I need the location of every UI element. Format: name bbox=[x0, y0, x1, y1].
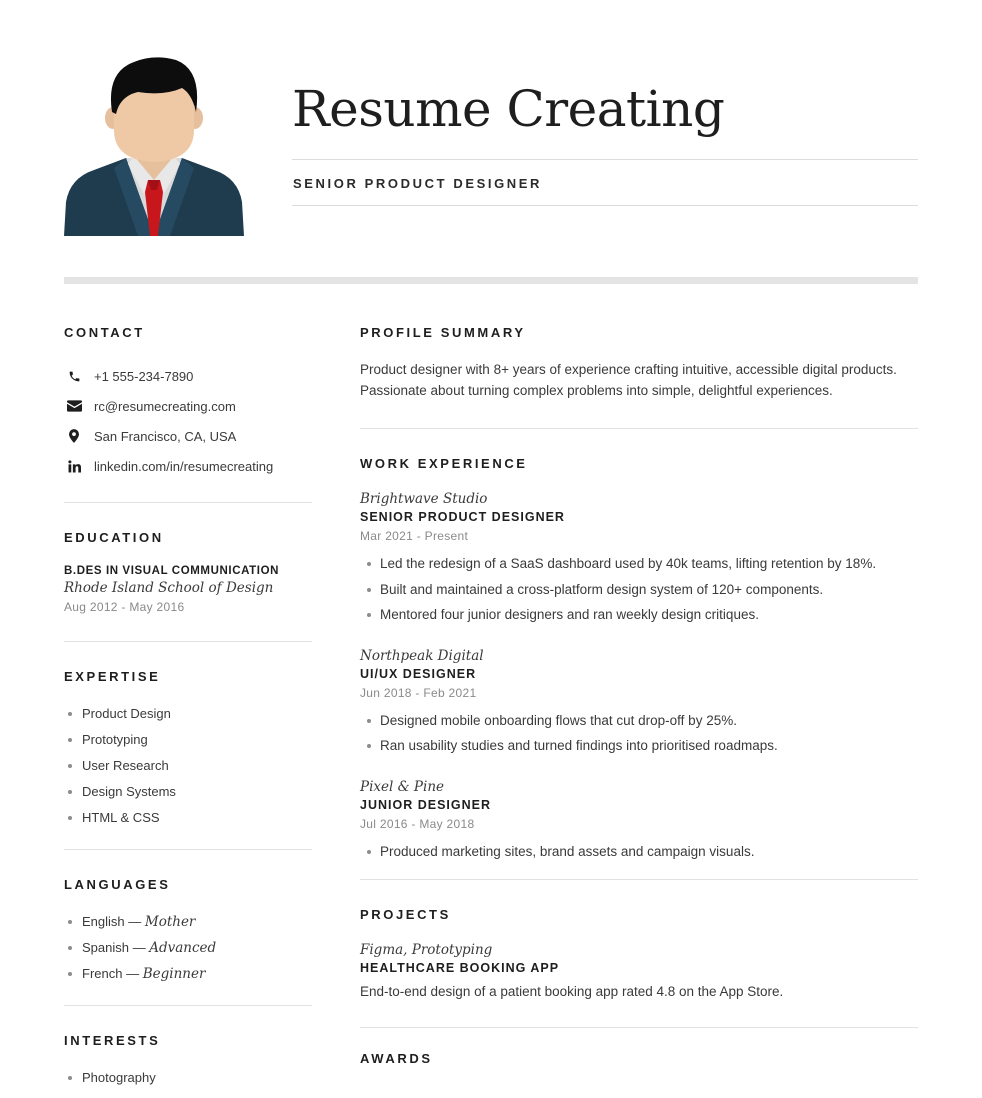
summary-text: Product designer with 8+ years of experience crafting intuitive, accessible digital products. Passionate about turning complex problems into simple, delightful experiences. bbox=[360, 362, 897, 398]
left-column bbox=[64, 326, 312, 1095]
interests-list bbox=[64, 1069, 312, 1095]
job-entry bbox=[360, 779, 918, 868]
project-name: HEALTHCARE BOOKING APP bbox=[360, 961, 560, 975]
job-bullets bbox=[360, 842, 918, 868]
list-item: Produced marketing sites, brand assets and campaign visuals. bbox=[360, 842, 918, 868]
list-item: User Research bbox=[64, 757, 312, 783]
contact-location-text: San Francisco, CA, USA bbox=[94, 428, 237, 444]
experience-heading: WORK EXPERIENCE bbox=[360, 456, 528, 471]
list-item: Built and maintained a cross-platform design system of 120+ components. bbox=[360, 580, 918, 606]
expertise-list bbox=[64, 705, 312, 835]
job-dates: Jul 2016 - May 2018 bbox=[360, 816, 475, 831]
job-title: UI/UX DESIGNER bbox=[360, 666, 477, 681]
location-pin-icon bbox=[65, 429, 83, 443]
left-divider-1 bbox=[64, 502, 312, 503]
project-description: End-to-end design of a patient booking app rated 4.8 on the App Store. bbox=[360, 984, 784, 999]
education-degree: B.DES IN VISUAL COMMUNICATION bbox=[64, 565, 280, 577]
contact-linkedin bbox=[64, 451, 312, 481]
expertise-heading: EXPERTISE bbox=[64, 669, 161, 684]
resume-name: Resume Creating bbox=[292, 80, 725, 138]
list-item: Led the redesign of a SaaS dashboard used by 40k teams, lifting retention by 18%. bbox=[360, 554, 918, 580]
job-entry bbox=[360, 648, 918, 762]
list-item: English — Mother bbox=[64, 913, 312, 939]
contact-email-text: rc@resumecreating.com bbox=[94, 398, 236, 414]
list-item: Spanish — Advanced bbox=[64, 939, 312, 965]
languages-heading: LANGUAGES bbox=[64, 877, 171, 892]
left-divider-4 bbox=[64, 1005, 312, 1006]
profile-avatar bbox=[64, 52, 244, 236]
job-title: JUNIOR DESIGNER bbox=[360, 797, 491, 812]
language-name: Spanish bbox=[82, 940, 129, 955]
list-item: Prototyping bbox=[64, 731, 312, 757]
header-separator-bar bbox=[64, 277, 918, 284]
language-name: French bbox=[82, 966, 123, 981]
education-dates: Aug 2012 - May 2016 bbox=[64, 600, 185, 614]
job-entry bbox=[360, 491, 918, 631]
list-item: Designed mobile onboarding flows that cut drop-off by 25%. bbox=[360, 711, 918, 737]
contact-list bbox=[64, 361, 312, 481]
language-name: English bbox=[82, 914, 125, 929]
linkedin-icon bbox=[65, 459, 83, 473]
job-dates: Jun 2018 - Feb 2021 bbox=[360, 685, 477, 700]
list-item: HTML & CSS bbox=[64, 809, 312, 835]
summary-heading: PROFILE SUMMARY bbox=[360, 325, 526, 340]
list-item: Product Design bbox=[64, 705, 312, 731]
right-divider-1 bbox=[360, 428, 918, 429]
left-divider-3 bbox=[64, 849, 312, 850]
language-level: Advanced bbox=[149, 940, 217, 956]
contact-heading: CONTACT bbox=[64, 325, 145, 340]
list-item: French — Beginner bbox=[64, 965, 312, 991]
right-divider-2 bbox=[360, 879, 918, 880]
job-dates: Mar 2021 - Present bbox=[360, 529, 469, 543]
projects-heading: PROJECTS bbox=[360, 907, 451, 922]
right-column bbox=[360, 326, 918, 1066]
right-divider-3 bbox=[360, 1027, 918, 1028]
project-entry bbox=[360, 942, 918, 1002]
list-item: Ran usability studies and turned findings into prioritised roadmaps. bbox=[360, 736, 918, 762]
interests-heading: INTERESTS bbox=[64, 1033, 161, 1048]
list-item: Design Systems bbox=[64, 783, 312, 809]
phone-icon bbox=[65, 369, 83, 383]
job-bullets bbox=[360, 711, 918, 762]
envelope-icon bbox=[65, 399, 83, 413]
list-item: Photography bbox=[64, 1069, 312, 1095]
job-title: SENIOR PRODUCT DESIGNER bbox=[360, 510, 565, 524]
title-divider-top bbox=[292, 159, 918, 160]
project-tags: Figma, Prototyping bbox=[360, 942, 493, 958]
left-divider-2 bbox=[64, 641, 312, 642]
awards-heading: AWARDS bbox=[360, 1051, 433, 1066]
contact-location bbox=[64, 421, 312, 451]
job-company: Pixel & Pine bbox=[360, 778, 445, 795]
contact-linkedin-text: linkedin.com/in/resumecreating bbox=[94, 458, 274, 474]
languages-list bbox=[64, 913, 312, 991]
language-level: Beginner bbox=[142, 966, 206, 982]
contact-email bbox=[64, 391, 312, 421]
language-level: Mother bbox=[144, 914, 196, 930]
title-divider-bottom bbox=[292, 205, 918, 206]
list-item: Mentored four junior designers and ran weekly design critiques. bbox=[360, 605, 918, 631]
education-heading: EDUCATION bbox=[64, 530, 164, 545]
resume-role: SENIOR PRODUCT DESIGNER bbox=[293, 176, 543, 191]
contact-phone bbox=[64, 361, 312, 391]
job-company: Northpeak Digital bbox=[360, 647, 484, 664]
job-bullets bbox=[360, 554, 918, 631]
education-school: Rhode Island School of Design bbox=[64, 580, 274, 596]
contact-phone-text: +1 555-234-7890 bbox=[94, 368, 194, 384]
job-company: Brightwave Studio bbox=[360, 491, 488, 507]
